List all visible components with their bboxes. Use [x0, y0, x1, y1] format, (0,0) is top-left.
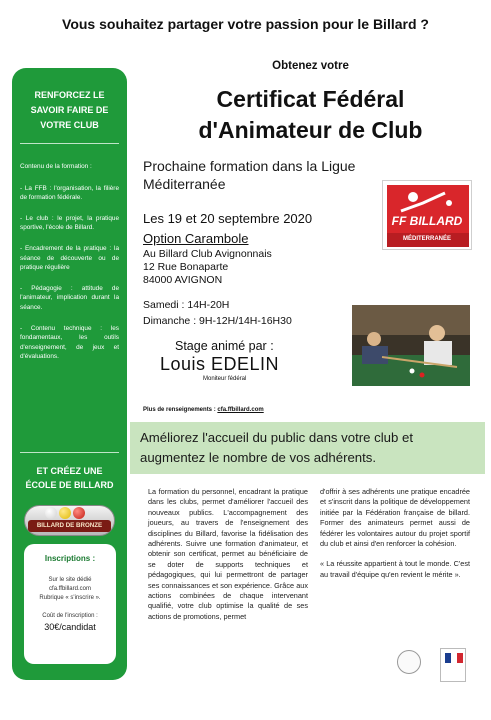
contents-item: - Le club : le projet, la pratique sportive, l'école de Billard.: [20, 214, 119, 232]
certificate-title: [130, 84, 491, 146]
ecole-cta: ET CRÉEZ UNE ÉCOLE DE BILLARD: [25, 466, 114, 490]
more-info-label: Plus de renseignements :: [143, 407, 216, 413]
ffb-mediterranee-logo: [382, 180, 472, 250]
option-carambole: Option Carambole: [143, 231, 249, 246]
more-info-link[interactable]: cfa.ffbillard.com: [217, 407, 264, 413]
price: 30€/candidat: [44, 622, 96, 632]
headline: Vous souhaitez partager votre passion pour le Billard ?: [62, 16, 429, 32]
ffb-logo-sub: MÉDITERRANÉE: [402, 236, 451, 242]
billiard-balls-icon: [41, 507, 97, 519]
inscriptions-box: [24, 544, 116, 664]
schedule: Samedi : 14H-20H Dimanche : 9H-12H/14H-16H30: [143, 299, 292, 327]
venue-address: Au Billard Club Avignonnais 12 Rue Bonaparte 84000 AVIGNON: [143, 248, 272, 286]
contents-item: - Pédagogie : attitude de l'animateur, implication durant la séance.: [20, 284, 119, 311]
certificate-title-line2: d'Animateur de Club: [198, 117, 423, 143]
body-column-2-text: d'offrir à ses adhérents une pratique encadrée et s'inscrit dans la politique de développement initiée par la Fédération française de billard. Former des animateurs permet aussi de fédérer les volontaires autour du projet sportif du club et ainsi d'en renforcer la cohésion.: [320, 487, 470, 549]
next-training: Prochaine formation dans la Ligue Méditerranée: [143, 158, 356, 192]
ffb-logo-text: FF BILLARD: [391, 214, 463, 228]
quote: « La réussite appartient à tout le monde. C'est au travail d'équipe qu'en revient le mérite ».: [320, 559, 470, 579]
certificate-title-line1: Certificat Fédéral: [216, 86, 405, 112]
sidebar-divider: [20, 452, 119, 453]
banner-text: Améliorez l'accueil du public dans votre club et augmentez le nombre de vos adhérents.: [140, 430, 414, 465]
sidebar-title: RENFORCEZ LE SAVOIR FAIRE DE VOTRE CLUB: [30, 90, 109, 130]
instructor-name: Louis EDELIN: [160, 354, 280, 374]
seal-logo-icon: [397, 650, 421, 674]
republique-francaise-logo-icon: [440, 648, 466, 682]
badge-label: BILLARD DE BRONZE: [28, 520, 111, 532]
inscriptions-title: Inscriptions :: [44, 554, 96, 563]
training-dates: Les 19 et 20 septembre 2020: [143, 211, 313, 226]
instructor-role: Moniteur fédéral: [203, 376, 247, 382]
more-info: [143, 407, 264, 413]
obtenez-label: Obtenez votre: [272, 60, 349, 72]
body-column-1: La formation du personnel, encadrant la pratique dans les clubs, permet d'améliorer l'accueil des nouveaux publics. L'accompagnement des joueurs, au travers de l'enseignement des disciplines du Billard, favorise la fidélisation des adhérents. Suivre une formation d'animateur, et obtenir son certificat, permet au bénéficiaire de se doter de supports techniques et pédagogiques, qui lui permettront de partager ses connaissances et son expérience. Grâce aux actions combinées de chaque intervenant qualifié, votre club optimise la qualité de ses actions de promotions, permet: [148, 487, 308, 621]
billiard-photo: [352, 305, 470, 386]
sidebar-divider: [20, 143, 119, 144]
sidebar: [12, 68, 127, 680]
contents-item: - La FFB : l'organisation, la filière de formation fédérale.: [20, 184, 119, 202]
stage-label: Stage animé par :: [175, 339, 274, 353]
banner: [130, 422, 485, 474]
billard-de-bronze-badge: [24, 505, 115, 536]
contents-item: - Encadrement de la pratique : la séance de découverte ou de pratique régulière: [20, 244, 119, 272]
french-flag-icon: [445, 653, 463, 663]
body-column-2: [320, 487, 470, 590]
contents-label: Contenu de la formation :: [20, 163, 92, 170]
formation-contents: [20, 162, 119, 373]
cost-label: Coût de l'inscription :: [42, 613, 98, 619]
contents-item: - Contenu technique : les fondamentaux, les outils d'enseignement, de jeux et d'évaluations.: [20, 324, 119, 361]
inscriptions-site[interactable]: Sur le site dédié cfa.ffbillard.com Rubrique « s'inscrire ».: [39, 577, 101, 601]
